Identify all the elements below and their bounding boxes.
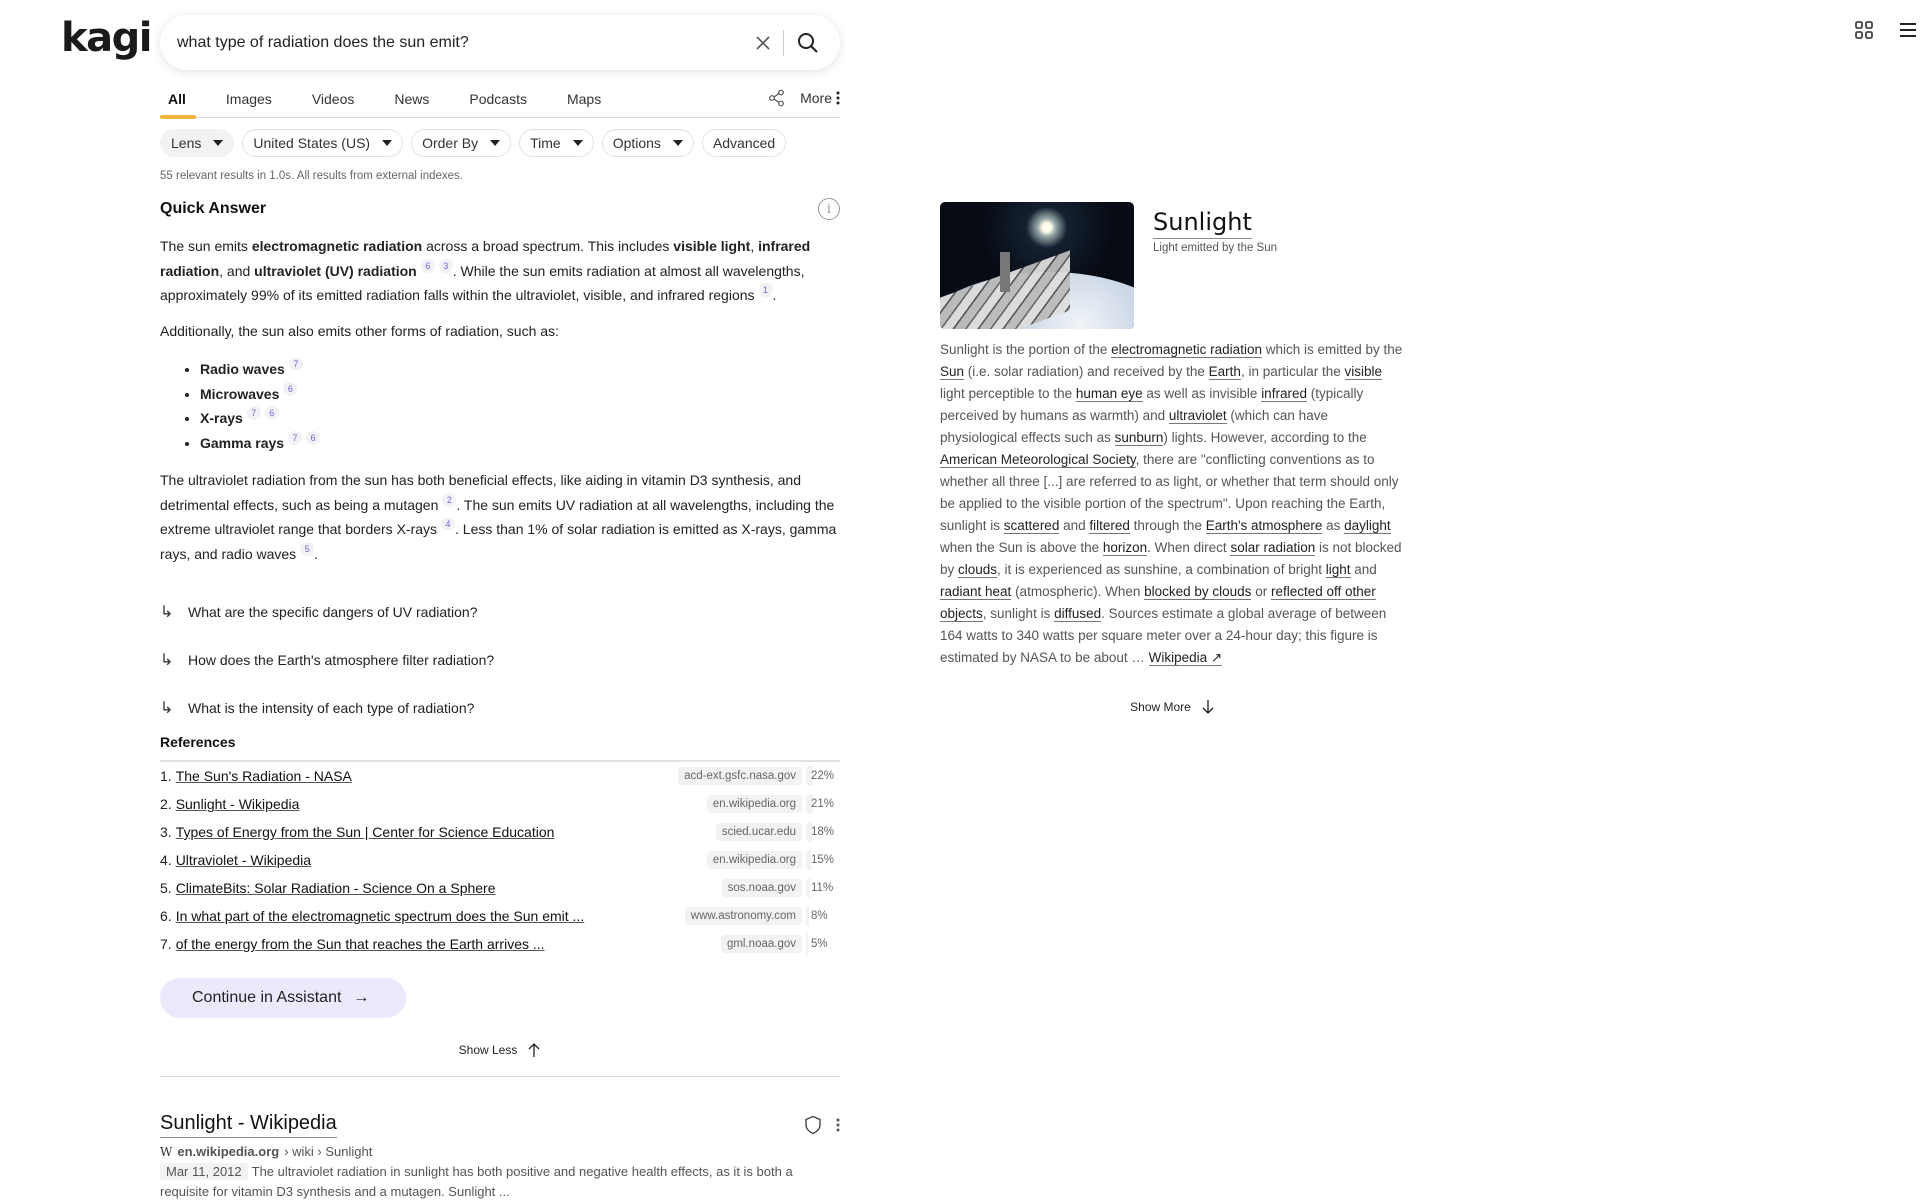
knowledge-panel-link[interactable]: light: [1325, 562, 1351, 577]
references-title: References: [160, 734, 840, 762]
knowledge-panel-link[interactable]: blocked by clouds: [1144, 584, 1252, 599]
region-filter-label: United States (US): [253, 135, 371, 151]
vertical-dots-icon[interactable]: [836, 1118, 840, 1132]
text: The sun emits: [160, 238, 252, 254]
text: Sunlight is the portion of the: [940, 342, 1112, 357]
citation-badge[interactable]: 7: [247, 406, 261, 420]
percent-label: 18%: [811, 826, 835, 838]
citation-badge[interactable]: 6: [265, 406, 279, 420]
reference-link[interactable]: Types of Energy from the Sun | Center for Science Education: [175, 824, 555, 840]
citation-badge[interactable]: 7: [288, 431, 302, 445]
knowledge-panel: [940, 202, 1405, 715]
citation-badge[interactable]: 6: [421, 259, 435, 273]
knowledge-panel-link[interactable]: Earth: [1208, 364, 1241, 379]
reference-row: [160, 846, 840, 874]
divider: [160, 1076, 840, 1077]
followup-question[interactable]: [160, 636, 840, 684]
knowledge-panel-link[interactable]: sunburn: [1114, 430, 1164, 445]
list-item: [200, 406, 840, 431]
return-arrow-icon: ↳: [160, 652, 174, 669]
text: ) lights. However, according to the: [1163, 430, 1367, 445]
knowledge-panel-heading: [1153, 202, 1277, 329]
vertical-dots-icon: [836, 91, 840, 105]
top-right-controls: [1852, 18, 1920, 42]
reference-link[interactable]: Sunlight - Wikipedia: [175, 796, 300, 812]
bold-text: infrared radiation: [160, 238, 811, 279]
text: , there are "conflicting conventions as to whether all three [...] are referred to as light, or whether that term should only be applied to the visible portion of the spectrum". Upon reaching the Earth, sunlight is: [940, 452, 1399, 533]
percent-label: 15%: [811, 854, 835, 866]
bold-text: visible light: [673, 238, 751, 254]
return-arrow-icon: ↳: [160, 604, 174, 621]
reference-domain: www.astronomy.com: [685, 907, 802, 925]
reference-row: [160, 818, 840, 846]
knowledge-panel-link[interactable]: American Meteorological Society: [940, 452, 1136, 467]
text: ,: [750, 238, 759, 254]
more-label: More: [800, 90, 832, 106]
list-item-label: Gamma rays: [200, 434, 285, 451]
show-more-button[interactable]: [940, 699, 1405, 715]
grid-icon: [1854, 20, 1874, 40]
text: .: [772, 287, 777, 303]
search-button[interactable]: [794, 29, 822, 57]
arrow-right-icon: →: [353, 989, 370, 1006]
knowledge-panel-link[interactable]: infrared: [1261, 386, 1307, 401]
time-filter[interactable]: [519, 129, 594, 157]
reference-row: [160, 790, 840, 818]
kagi-logo[interactable]: kagi: [61, 15, 151, 61]
arrow-up-icon: [527, 1042, 541, 1058]
tab-news[interactable]: News: [394, 91, 430, 107]
text: across a broad spectrum. This includes: [422, 238, 674, 254]
text: which is emitted by the: [1261, 342, 1403, 357]
reference-domain: gml.noaa.gov: [721, 935, 802, 953]
caret-down-icon: [382, 140, 392, 146]
result-header: [160, 1112, 840, 1138]
percent-label: 11%: [811, 882, 834, 894]
reference-link[interactable]: In what part of the electromagnetic spectrum does the Sun emit ...: [175, 908, 585, 924]
reference-domain: en.wikipedia.org: [707, 795, 802, 813]
continue-in-assistant-button[interactable]: [160, 978, 406, 1018]
text: through the: [1129, 518, 1206, 533]
citation-badge[interactable]: 1: [759, 283, 773, 297]
citation-badge[interactable]: 5: [300, 542, 314, 556]
reference-percent: [806, 934, 840, 954]
reference-row: [160, 930, 840, 958]
reference-number: 4.: [160, 852, 172, 868]
caret-down-icon: [573, 140, 583, 146]
knowledge-panel-link[interactable]: diffused: [1054, 606, 1102, 621]
shield-icon[interactable]: [804, 1115, 822, 1135]
text: (typically perceived by humans as warmth) and: [940, 386, 1364, 423]
text: (atmospheric). When: [1011, 584, 1145, 599]
text: as: [1322, 518, 1345, 533]
reference-domain: sos.noaa.gov: [722, 879, 802, 897]
reference-link[interactable]: The Sun's Radiation - NASA: [175, 768, 352, 784]
bold-text: ultraviolet (UV) radiation: [254, 262, 417, 279]
text: and: [1059, 518, 1090, 533]
share-icon[interactable]: [768, 89, 786, 107]
reference-row: [160, 902, 840, 930]
knowledge-panel-link[interactable]: radiant heat: [940, 584, 1012, 599]
citation-badge[interactable]: 6: [283, 382, 297, 396]
knowledge-panel-subtitle: Light emitted by the Sun: [1153, 242, 1278, 254]
percent-bar: [806, 934, 808, 954]
options-filter[interactable]: [602, 129, 694, 157]
text: and: [1350, 562, 1377, 577]
reference-row: [160, 874, 840, 902]
hamburger-icon: [1898, 22, 1918, 38]
tab-all[interactable]: All: [160, 88, 194, 117]
answer-paragraph-2: Additionally, the sun also emits other forms of radiation, such as:: [160, 322, 559, 339]
percent-label: 5%: [811, 938, 828, 950]
knowledge-panel-link[interactable]: scattered: [1003, 518, 1060, 533]
search-result: [160, 1112, 840, 1200]
quick-answer: [160, 197, 840, 1077]
apps-button[interactable]: [1852, 18, 1876, 42]
reference-link[interactable]: ClimateBits: Solar Radiation - Science On a Sphere: [175, 880, 496, 896]
result-domain[interactable]: en.wikipedia.org: [177, 1144, 280, 1159]
show-less-label: Show Less: [458, 1043, 518, 1057]
search-divider: [783, 30, 784, 56]
radiation-list: [200, 357, 840, 455]
knowledge-panel-link[interactable]: filtered: [1089, 518, 1130, 533]
knowledge-panel-header: [940, 202, 1405, 329]
knowledge-panel-link[interactable]: solar radiation: [1230, 540, 1316, 555]
arrow-down-icon: [1201, 699, 1215, 715]
order-by-filter[interactable]: [411, 129, 511, 157]
text: as well as invisible: [1142, 386, 1262, 401]
knowledge-panel-link[interactable]: reflected off other objects: [940, 584, 1376, 621]
time-filter-label: Time: [530, 135, 561, 151]
text: . Less than 1% of solar radiation is emitted as X-rays, gamma rays, and radio waves: [160, 521, 837, 562]
text: . While the sun emits radiation at almost all wavelengths, approximately 99% of its emitted radiation falls within the ultraviolet, visible, and infrared regions: [160, 262, 805, 303]
knowledge-panel-link[interactable]: human eye: [1075, 386, 1143, 401]
knowledge-panel-description: [940, 339, 1405, 669]
tab-maps[interactable]: Maps: [566, 91, 602, 107]
reference-number: 2.: [160, 796, 172, 812]
bold-text: electromagnetic radiation: [251, 238, 423, 254]
search-bar: [160, 15, 840, 70]
show-less-button[interactable]: [160, 1040, 840, 1060]
close-icon: [754, 34, 772, 52]
followup-label: How does the Earth's atmosphere filter radiation?: [188, 652, 495, 668]
reference-number: 1.: [160, 768, 172, 784]
more-tabs-button[interactable]: [800, 90, 840, 106]
region-filter[interactable]: [242, 129, 403, 157]
reference-number: 3.: [160, 824, 172, 840]
knowledge-panel-link[interactable]: daylight: [1344, 518, 1391, 533]
list-item-label: Radio waves: [200, 361, 285, 377]
reference-domain: acd-ext.gsfc.nasa.gov: [678, 767, 802, 785]
knowledge-panel-title[interactable]: Sunlight: [1153, 208, 1252, 239]
reference-percent: [806, 822, 840, 842]
caret-down-icon: [673, 140, 683, 146]
knowledge-panel-link[interactable]: Earth's atmosphere: [1205, 518, 1323, 533]
result-actions: [804, 1115, 840, 1135]
text: . When direct: [1147, 540, 1231, 555]
reference-number: 5.: [160, 880, 172, 896]
reference-link[interactable]: Ultraviolet - Wikipedia: [175, 852, 312, 868]
text: (i.e. solar radiation) and received by the: [964, 364, 1209, 379]
tab-podcasts[interactable]: Podcasts: [469, 91, 527, 107]
reference-percent: [806, 878, 840, 898]
sunlight-image[interactable]: [940, 202, 1134, 329]
knowledge-panel-link[interactable]: electromagnetic radiation: [1111, 342, 1262, 357]
list-item-label: Microwaves: [200, 385, 280, 402]
result-snippet: [160, 1162, 840, 1200]
lens-filter-label: Lens: [171, 135, 202, 151]
references: [160, 734, 840, 958]
lens-filter[interactable]: [160, 129, 234, 157]
reference-percent: [806, 794, 840, 814]
wikipedia-favicon-icon: W: [160, 1144, 173, 1159]
return-arrow-icon: ↳: [160, 700, 174, 717]
text: or: [1251, 584, 1271, 599]
text: , and: [219, 262, 255, 279]
knowledge-panel-link[interactable]: horizon: [1102, 540, 1148, 555]
followup-questions: [160, 588, 840, 732]
reference-percent: [806, 766, 840, 786]
percent-label: 21%: [811, 798, 835, 810]
percent-label: 8%: [811, 910, 828, 922]
reference-percent: [806, 850, 840, 870]
reference-number: 6.: [160, 908, 172, 924]
citation-badge[interactable]: 4: [441, 517, 455, 531]
menu-button[interactable]: [1896, 18, 1920, 42]
answer-paragraph-3: [160, 469, 840, 566]
search-icon: [796, 31, 820, 55]
citation-badge[interactable]: 2: [442, 493, 456, 507]
knowledge-panel-link[interactable]: visible: [1344, 364, 1383, 379]
knowledge-panel-link[interactable]: clouds: [958, 562, 998, 577]
caret-down-icon: [213, 140, 223, 146]
search-tabs: [160, 88, 840, 118]
result-path: › wiki › Sunlight: [284, 1144, 373, 1159]
results-info: 55 relevant results in 1.0s. All results from external indexes.: [160, 170, 463, 182]
knowledge-panel-link[interactable]: Wikipedia ↗: [1148, 650, 1223, 665]
list-item-label: X-rays: [200, 410, 243, 426]
list-item: [200, 431, 840, 456]
followup-label: What is the intensity of each type of radiation?: [188, 700, 475, 716]
text: . The sun emits UV radiation at all wavelengths, including the extreme ultraviolet range that borders X-rays: [160, 496, 835, 537]
tabs-right: [768, 88, 840, 107]
reference-row: [160, 762, 840, 790]
citation-badge[interactable]: 6: [306, 431, 320, 445]
text: light perceptible to the: [940, 386, 1076, 401]
text: . Sources estimate a global average of between 164 watts to 340 watts per square meter over a 24-hour day; this figure is estimated by NASA to be about …: [940, 606, 1387, 665]
text: is not blocked by: [940, 540, 1402, 577]
text: , it is experienced as sunshine, a combination of bright: [997, 562, 1326, 577]
citation-badge[interactable]: 7: [289, 357, 303, 371]
quick-answer-title: Quick Answer: [160, 200, 267, 217]
result-url: [160, 1144, 840, 1159]
citation-badge[interactable]: 3: [439, 259, 453, 273]
list-item: [200, 382, 840, 407]
options-filter-label: Options: [612, 135, 661, 151]
followup-question[interactable]: [160, 684, 840, 732]
station-shape: [1000, 252, 1010, 292]
caret-down-icon: [490, 140, 500, 146]
followup-question[interactable]: [160, 588, 840, 636]
text: (which can have physiological effects such as: [940, 408, 1328, 445]
snippet-text: The ultraviolet radiation in sunlight has both positive and negative health effects, as it is both a requisite for vitamin D3 synthesis and a mutagen. Sunlight ...: [160, 1164, 793, 1199]
text: , in particular the: [1240, 364, 1345, 379]
percent-label: 22%: [811, 770, 835, 782]
knowledge-panel-link[interactable]: ultraviolet: [1168, 408, 1227, 423]
search-input[interactable]: [177, 34, 751, 52]
reference-domain: scied.ucar.edu: [716, 823, 802, 841]
text: , sunlight is: [982, 606, 1055, 621]
text: when the Sun is above the: [940, 540, 1103, 555]
info-icon[interactable]: i: [818, 198, 840, 220]
advanced-filter-label: Advanced: [712, 135, 776, 151]
result-date: Mar 11, 2012: [160, 1163, 248, 1180]
result-title-link[interactable]: Sunlight - Wikipedia: [160, 1112, 337, 1138]
continue-label: Continue in Assistant: [192, 989, 342, 1006]
reference-link[interactable]: of the energy from the Sun that reaches the Earth arrives ...: [175, 936, 545, 952]
text: .: [314, 545, 319, 562]
order-by-filter-label: Order By: [422, 135, 479, 151]
tab-videos[interactable]: Videos: [311, 91, 355, 107]
list-item: [200, 357, 840, 382]
followup-label: What are the specific dangers of UV radiation?: [188, 604, 478, 620]
tab-images[interactable]: Images: [225, 91, 272, 107]
filter-bar: [160, 129, 786, 157]
quick-answer-header: [160, 197, 840, 221]
reference-percent: [806, 906, 840, 926]
clear-search-button[interactable]: [751, 31, 775, 55]
text: The ultraviolet radiation from the sun has both beneficial effects, like aiding in vitamin D3 synthesis, and detrimental effects, such as being a mutagen: [160, 472, 801, 513]
answer-paragraph-1: [160, 235, 840, 308]
show-more-label: Show More: [1130, 700, 1191, 714]
percent-bar: [806, 906, 809, 926]
percent-bar: [806, 878, 810, 898]
reference-number: 7.: [160, 936, 172, 952]
knowledge-panel-link[interactable]: Sun: [940, 364, 965, 379]
advanced-filter[interactable]: [702, 129, 786, 157]
reference-domain: en.wikipedia.org: [707, 851, 802, 869]
